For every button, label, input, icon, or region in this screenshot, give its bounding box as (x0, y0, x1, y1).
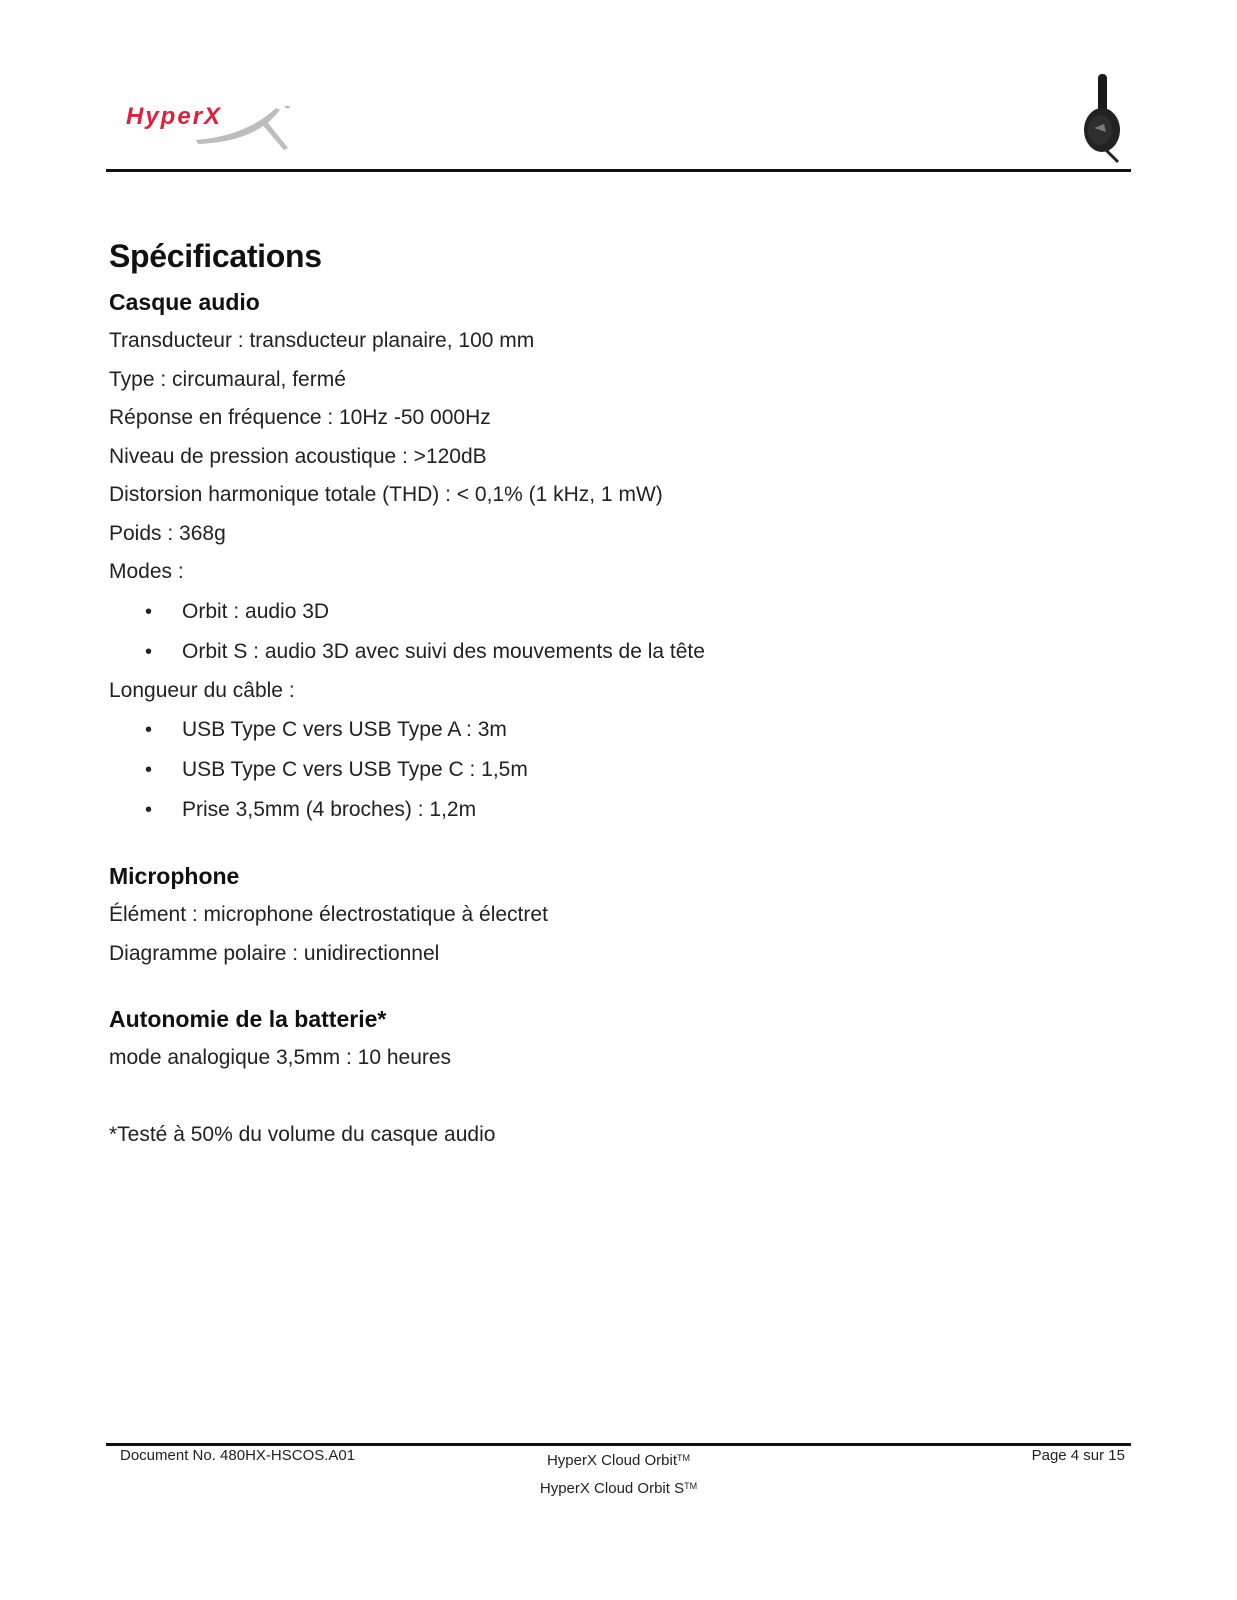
footnote: *Testé à 50% du volume du casque audio (109, 1122, 496, 1146)
headset-icon (1082, 72, 1124, 164)
hyperx-logo (126, 100, 298, 156)
page-title: Spécifications (109, 238, 322, 274)
footer-rule (106, 1443, 1131, 1446)
content (109, 232, 1109, 1154)
section-heading-battery: Autonomie de la batterie* (109, 1006, 387, 1032)
list-item: • Orbit : audio 3D (109, 592, 1109, 632)
microphone-specs (109, 896, 1109, 973)
spec-line: Diagramme polaire : unidirectionnel (109, 941, 440, 965)
trademark: TM (684, 1481, 698, 1491)
cable-label: Longueur du câble : (109, 678, 295, 702)
product-name: HyperX Cloud Orbit S (539, 1480, 685, 1497)
cables-list (109, 710, 1109, 830)
battery-specs (109, 1039, 1109, 1154)
product-name: HyperX Cloud Orbit (546, 1452, 678, 1469)
logo-text: HyperX (126, 103, 223, 130)
list-item: • Prise 3,5mm (4 broches) : 1,2m (109, 790, 1109, 830)
spec-line: Élément : microphone électrostatique à électret (109, 903, 548, 926)
modes-list (109, 592, 1109, 672)
trademark: TM (677, 1453, 691, 1463)
section-heading-headset: Casque audio (109, 289, 260, 315)
header-rule (106, 169, 1131, 172)
page-number: Page 4 sur 15 (1031, 1447, 1125, 1464)
spec-line: Modes : (109, 560, 184, 583)
spec-line: Type : circumaural, fermé (109, 367, 346, 391)
spec-line: Poids : 368g (109, 521, 226, 545)
spec-line: Transducteur : transducteur planaire, 100 mm (109, 329, 535, 352)
document-number: Document No. 480HX-HSCOS.A01 (120, 1447, 356, 1464)
spec-line: Distorsion harmonique totale (THD) : < 0,1% (1 kHz, 1 mW) (109, 483, 663, 506)
list-item: • USB Type C vers USB Type C : 1,5m (109, 750, 1109, 790)
list-item: • Orbit S : audio 3D avec suivi des mouvements de la tête (109, 632, 1109, 672)
svg-text:™: ™ (284, 106, 290, 112)
list-item: • USB Type C vers USB Type A : 3m (109, 710, 1109, 750)
spec-line: Niveau de pression acoustique : >120dB (109, 444, 487, 468)
spec-line: Réponse en fréquence : 10Hz -50 000Hz (109, 406, 491, 429)
headset-specs (109, 322, 1109, 830)
section-heading-microphone: Microphone (109, 863, 240, 889)
spec-line: mode analogique 3,5mm : 10 heures (109, 1046, 452, 1069)
